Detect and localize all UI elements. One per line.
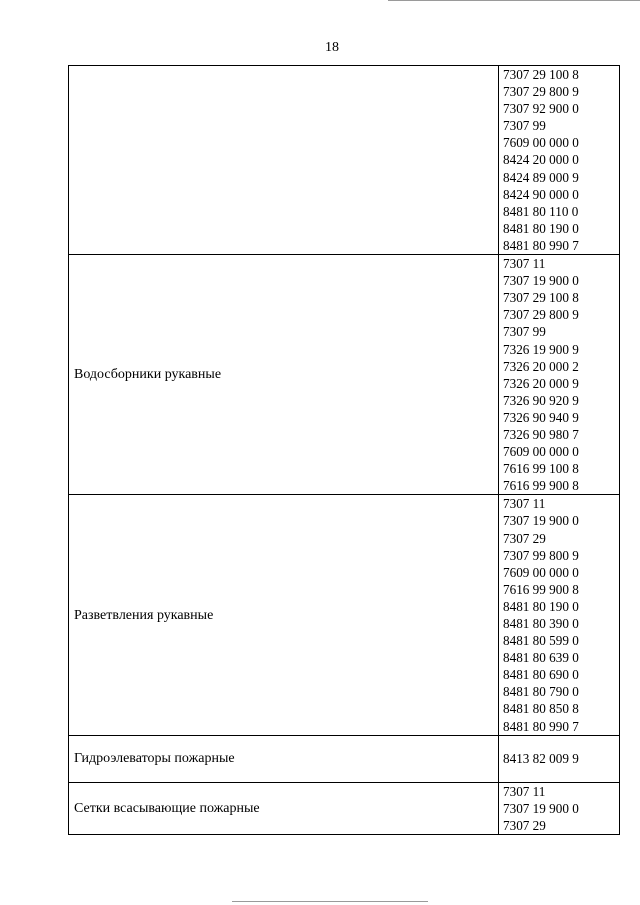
- tn-ved-code: 7326 90 980 7: [503, 426, 579, 442]
- tn-ved-code: 7326 90 940 9: [503, 409, 579, 425]
- product-name-cell: [69, 255, 499, 495]
- tn-ved-code: 8481 80 190 0: [503, 598, 579, 614]
- tn-ved-code: 7326 20 000 2: [503, 358, 579, 374]
- tn-ved-code: 7326 19 900 9: [503, 341, 579, 357]
- product-name: Сетки всасывающие пожарные: [74, 800, 260, 816]
- tn-ved-codes-cell: [499, 495, 620, 735]
- tn-ved-code: 8481 80 990 7: [503, 718, 579, 734]
- product-name-cell: [69, 495, 499, 735]
- tn-ved-code: 7307 29: [503, 530, 546, 546]
- tn-ved-code: 8424 90 000 0: [503, 186, 579, 202]
- tn-ved-code: 7609 00 000 0: [503, 564, 579, 580]
- table-body: [69, 66, 620, 835]
- tn-ved-code: 7307 92 900 0: [503, 101, 579, 117]
- scan-edge-top: [388, 0, 640, 1]
- table-row: [69, 495, 620, 735]
- tn-ved-code: 8481 80 790 0: [503, 684, 579, 700]
- tn-ved-code: 7307 11: [503, 256, 546, 272]
- product-name: Гидроэлеваторы пожарные: [74, 751, 235, 767]
- table-row: [69, 782, 620, 834]
- scan-edge-bottom: [232, 901, 428, 902]
- tn-ved-codes-cell: [499, 66, 620, 255]
- tn-ved-code: 7616 99 900 8: [503, 478, 579, 494]
- tn-ved-code: 8413 82 009 9: [503, 751, 579, 767]
- tn-ved-code: 7609 00 000 0: [503, 135, 579, 151]
- product-code-table: [68, 65, 620, 835]
- tn-ved-codes-cell: [499, 735, 620, 782]
- tn-ved-codes-cell: [499, 782, 620, 834]
- table-row: [69, 255, 620, 495]
- tn-ved-code: 7616 99 100 8: [503, 461, 579, 477]
- tn-ved-code: 7326 90 920 9: [503, 392, 579, 408]
- tn-ved-code: 7307 11: [503, 496, 546, 512]
- tn-ved-code: 7307 99: [503, 118, 546, 134]
- tn-ved-code: 8481 80 599 0: [503, 633, 579, 649]
- tn-ved-code: 7307 19 900 0: [503, 513, 579, 529]
- tn-ved-code: 7307 29 800 9: [503, 84, 579, 100]
- product-name: Разветвления рукавные: [74, 607, 214, 623]
- tn-ved-code: 7307 99 800 9: [503, 547, 579, 563]
- tn-ved-code: 7307 11: [503, 783, 546, 799]
- product-name-cell: [69, 66, 499, 255]
- tn-ved-code: 7307 19 900 0: [503, 800, 579, 816]
- tn-ved-code: 8481 80 390 0: [503, 616, 579, 631]
- tn-ved-code: 7609 00 000 0: [503, 444, 579, 460]
- tn-ved-code: 7616 99 900 8: [503, 581, 579, 597]
- tn-ved-code: 8481 80 850 8: [503, 701, 579, 717]
- page-number: 18: [325, 40, 339, 55]
- product-name: Водосборники рукавные: [74, 367, 222, 383]
- tn-ved-code: 8481 80 639 0: [503, 650, 579, 666]
- tn-ved-code: 8481 80 690 0: [503, 667, 579, 683]
- tn-ved-code: 8481 80 990 7: [503, 237, 579, 253]
- tn-ved-code: 7307 29 100 8: [503, 290, 579, 306]
- product-name-cell: [69, 782, 499, 834]
- tn-ved-code: 7307 29 100 8: [503, 67, 579, 82]
- tn-ved-code: 8424 89 000 9: [503, 169, 579, 185]
- tn-ved-code: 8424 20 000 0: [503, 152, 579, 168]
- tn-ved-code: 7307 29 800 9: [503, 307, 579, 323]
- tn-ved-code: 7307 99: [503, 324, 546, 340]
- tn-ved-code: 7307 19 900 0: [503, 273, 579, 289]
- tn-ved-codes-cell: [499, 255, 620, 495]
- tn-ved-code: 8481 80 190 0: [503, 220, 579, 236]
- table-row: [69, 66, 620, 255]
- product-name-cell: [69, 735, 499, 782]
- tn-ved-code: 7326 20 000 9: [503, 375, 579, 391]
- tn-ved-code: 8481 80 110 0: [503, 203, 579, 219]
- tn-ved-code: 7307 29: [503, 817, 546, 833]
- table-row: [69, 735, 620, 782]
